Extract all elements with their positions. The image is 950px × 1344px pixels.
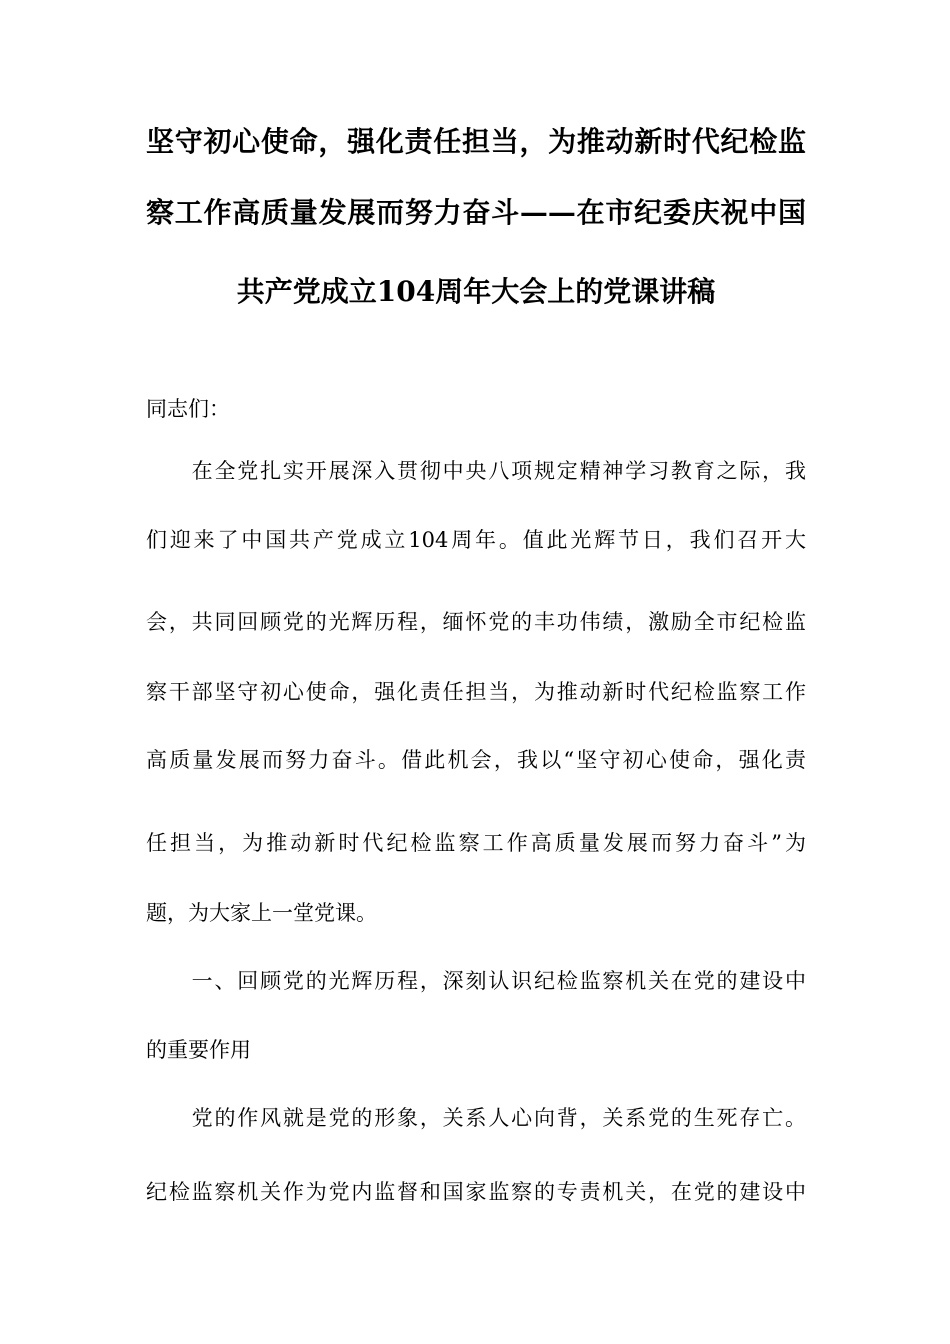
body-line: 任担当，为推动新时代纪检监察工作高质量发展而努力奋斗”为 [146, 831, 806, 855]
body-line: 在全党扎实开展深入贯彻中央八项规定精神学习教育之际，我 [146, 459, 806, 483]
body-line: 察干部坚守初心使命，强化责任担当，为推动新时代纪检监察工作 [146, 680, 806, 704]
salutation: 同志们： [146, 397, 230, 421]
body-line: 们迎来了中国共产党成立104周年。值此光辉节日，我们召开大 [146, 528, 806, 552]
section-heading: 一、回顾党的光辉历程，深刻认识纪检监察机关在党的建设中 [146, 969, 806, 993]
body-line: 题，为大家上一堂党课。 [146, 901, 377, 925]
body-line: 纪检监察机关作为党内监督和国家监察的专责机关，在党的建设中 [146, 1180, 806, 1204]
title-line: 察工作高质量发展而努力奋斗——在市纪委庆祝中国 [146, 196, 806, 229]
body-line: 会，共同回顾党的光辉历程，缅怀党的丰功伟绩，激励全市纪检监 [146, 610, 806, 634]
section-heading: 的重要作用 [146, 1038, 251, 1062]
body-line: 高质量发展而努力奋斗。借此机会，我以“坚守初心使命，强化责 [146, 748, 806, 772]
title-line: 共产党成立104周年大会上的党课讲稿 [236, 275, 716, 308]
title-line: 坚守初心使命，强化责任担当，为推动新时代纪检监 [146, 125, 806, 158]
body-line: 党的作风就是党的形象，关系人心向背，关系党的生死存亡。 [146, 1106, 806, 1130]
